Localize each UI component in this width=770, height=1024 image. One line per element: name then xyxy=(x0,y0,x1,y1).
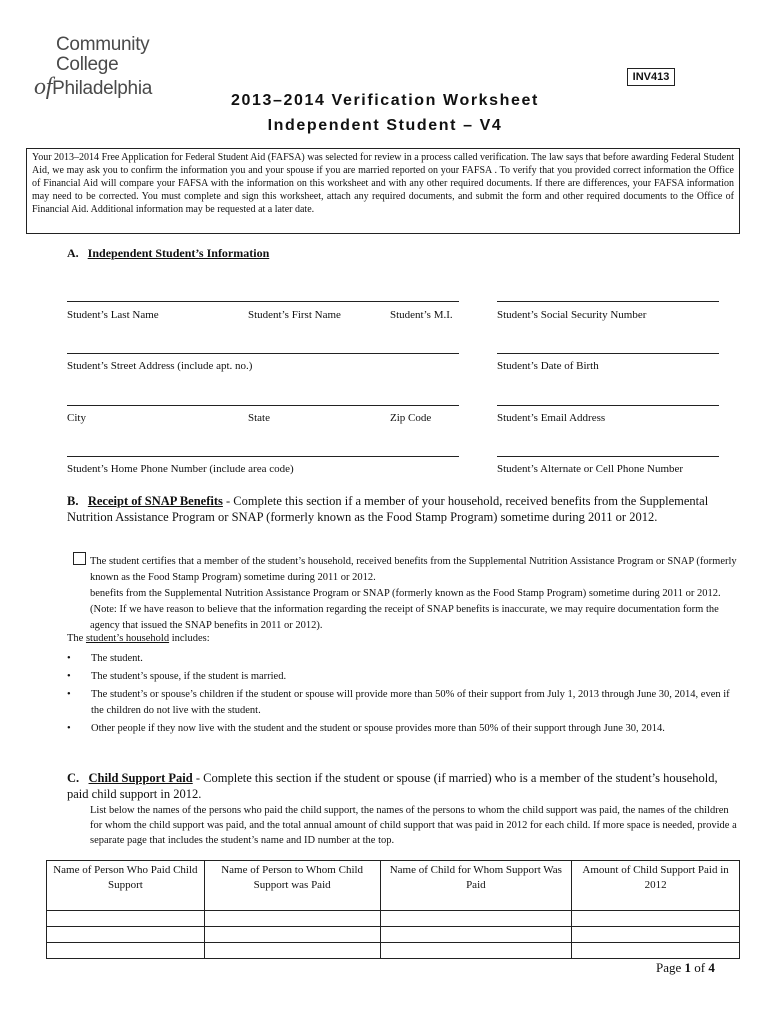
table-cell[interactable] xyxy=(572,943,740,959)
table-cell[interactable] xyxy=(380,911,572,927)
table-row xyxy=(47,943,740,959)
bullet-icon: • xyxy=(67,671,71,682)
dob-line[interactable] xyxy=(497,353,719,354)
table-row xyxy=(47,927,740,943)
table-header-row xyxy=(47,861,740,911)
list-item xyxy=(67,651,737,667)
snap-certification xyxy=(90,554,740,634)
logo-philadelphia: Philadelphia xyxy=(52,78,153,99)
snap-checkbox-text: The student certifies that a member of the student’s household, received benefits from the Supplemental Nutrition Assistance Program or SNAP (formerly known as the Food Stamp Program) sometime during 2011 or 2012. xyxy=(90,556,737,583)
last-name-label: Student’s Last Name xyxy=(67,309,159,321)
list-item-text: The student’s or spouse’s children if the student or spouse will provide more than 50% of their support from July 1, 2013 through June 30, 2014, even if the children do not live with the student. xyxy=(91,689,730,716)
page-subtitle: Independent Student – V4 xyxy=(267,117,503,134)
household-suffix: includes: xyxy=(169,633,210,644)
table-cell[interactable] xyxy=(572,911,740,927)
bullet-icon: • xyxy=(67,689,71,700)
logo-of: of xyxy=(34,74,53,100)
home-phone-line[interactable] xyxy=(67,456,459,457)
page-total: 4 xyxy=(708,960,715,975)
logo-line-college: College xyxy=(56,54,119,75)
ssn-label: Student’s Social Security Number xyxy=(497,309,647,321)
section-a-letter: A. xyxy=(67,246,79,260)
name-line[interactable] xyxy=(67,301,459,302)
form-code-box: INV413 xyxy=(627,68,675,86)
list-item-text: The student’s spouse, if the student is married. xyxy=(91,671,287,682)
street-label: Student’s Street Address (include apt. no.) xyxy=(67,360,253,372)
city-state-zip-line[interactable] xyxy=(67,405,459,406)
section-a-title: Independent Student’s Information xyxy=(87,246,270,260)
email-label: Student’s Email Address xyxy=(497,412,606,424)
col-payer-header: Name of Person Who Paid Child Support xyxy=(47,861,205,911)
ssn-line[interactable] xyxy=(497,301,719,302)
table-cell[interactable] xyxy=(204,911,380,927)
page-word: Page xyxy=(656,960,685,975)
list-item xyxy=(67,687,737,719)
home-phone-label: Student’s Home Phone Number (include area code) xyxy=(67,463,294,475)
table-cell[interactable] xyxy=(380,927,572,943)
dob-label: Student’s Date of Birth xyxy=(497,360,599,372)
table-cell[interactable] xyxy=(47,927,205,943)
table-cell[interactable] xyxy=(204,943,380,959)
city-label: City xyxy=(67,412,86,424)
table-cell[interactable] xyxy=(380,943,572,959)
table-cell[interactable] xyxy=(47,911,205,927)
street-line[interactable] xyxy=(67,353,459,354)
intro-box: Your 2013–2014 Free Application for Federal Student Aid (FAFSA) was selected for review in a process called verification. The law says that before awarding Federal Student Aid, we may ask you to confirm the information you and your spouse if you are married reported on your FAFSA . To verify that you provided correct information the Office of Financial Aid will compare your FAFSA with the information on this worksheet and with any other required documents. If there are differences, your FAFSA information may need to be corrected. You must complete and sign this worksheet, attach any required documents, and submit the form and other required documents to the Office of Financial Aid. Additional information may be requested at a later date. xyxy=(26,148,740,234)
bullet-icon: • xyxy=(67,653,71,664)
col-child-header: Name of Child for Whom Support Was Paid xyxy=(380,861,572,911)
state-label: State xyxy=(248,412,270,424)
snap-note-text: benefits from the Supplemental Nutrition Assistance Program or SNAP (formerly known as the Food Stamp Program) sometime during 2011 or 2012. (Note: If we have reason to believe that the information regarding the receipt of SNAP benefits is inaccurate, we may require documentation form the agency that issued the SNAP benefits in 2011 or 2012). xyxy=(90,588,721,631)
section-a-heading xyxy=(67,246,269,261)
household-list xyxy=(67,651,737,739)
col-amount-header: Amount of Child Support Paid in 2012 xyxy=(572,861,740,911)
household-heading xyxy=(67,633,210,644)
table-cell[interactable] xyxy=(204,927,380,943)
section-c-description: - Complete this section if the student or spouse (if married) who is a member of the student’s household, paid child support in 2012. xyxy=(67,771,718,801)
snap-checkbox[interactable] xyxy=(73,552,86,565)
first-name-label: Student’s First Name xyxy=(248,309,341,321)
list-item-text: The student. xyxy=(91,653,143,664)
child-support-table xyxy=(46,860,740,959)
page-number xyxy=(656,960,715,976)
household-prefix: The xyxy=(67,633,86,644)
page-of: of xyxy=(691,960,709,975)
mi-label: Student’s M.I. xyxy=(390,309,453,321)
household-term: student’s household xyxy=(85,633,170,644)
section-c-letter: C. xyxy=(67,771,80,785)
col-payee-header: Name of Person to Whom Child Support was Paid xyxy=(204,861,380,911)
section-b-title: Receipt of SNAP Benefits xyxy=(87,494,223,508)
list-item xyxy=(67,721,737,737)
table-row xyxy=(47,911,740,927)
section-c-heading xyxy=(67,770,737,802)
zip-label: Zip Code xyxy=(390,412,432,424)
section-b-letter: B. xyxy=(67,494,79,508)
table-cell[interactable] xyxy=(572,927,740,943)
page-title: 2013–2014 Verification Worksheet xyxy=(231,92,539,109)
alt-phone-label: Student’s Alternate or Cell Phone Number xyxy=(497,463,684,475)
list-item xyxy=(67,669,737,685)
section-c-title: Child Support Paid xyxy=(88,771,193,785)
alt-phone-line[interactable] xyxy=(497,456,719,457)
logo-line-community: Community xyxy=(56,34,150,55)
email-line[interactable] xyxy=(497,405,719,406)
bullet-icon: • xyxy=(67,723,71,734)
section-b-description: - Complete this section if a member of your household, received benefits from the Supplemental Nutrition Assistance Program or SNAP (formerly known as the Food Stamp Program) sometime during 2011 or 2012. xyxy=(67,494,709,524)
list-item-text: Other people if they now live with the student and the student or spouse provides more than 50% of their support through June 30, 2014. xyxy=(91,723,665,734)
section-c-instructions: List below the names of the persons who paid the child support, the names of the persons to whom the child support was paid, the names of the children for whom the child support was paid, and the total annual amount of child support that was paid in 2012 for each child. If more space is needed, provide a separate page that includes the student’s name and ID number at the top. xyxy=(90,805,737,846)
page-current: 1 xyxy=(684,960,692,975)
table-cell[interactable] xyxy=(47,943,205,959)
section-b-heading xyxy=(67,493,737,525)
